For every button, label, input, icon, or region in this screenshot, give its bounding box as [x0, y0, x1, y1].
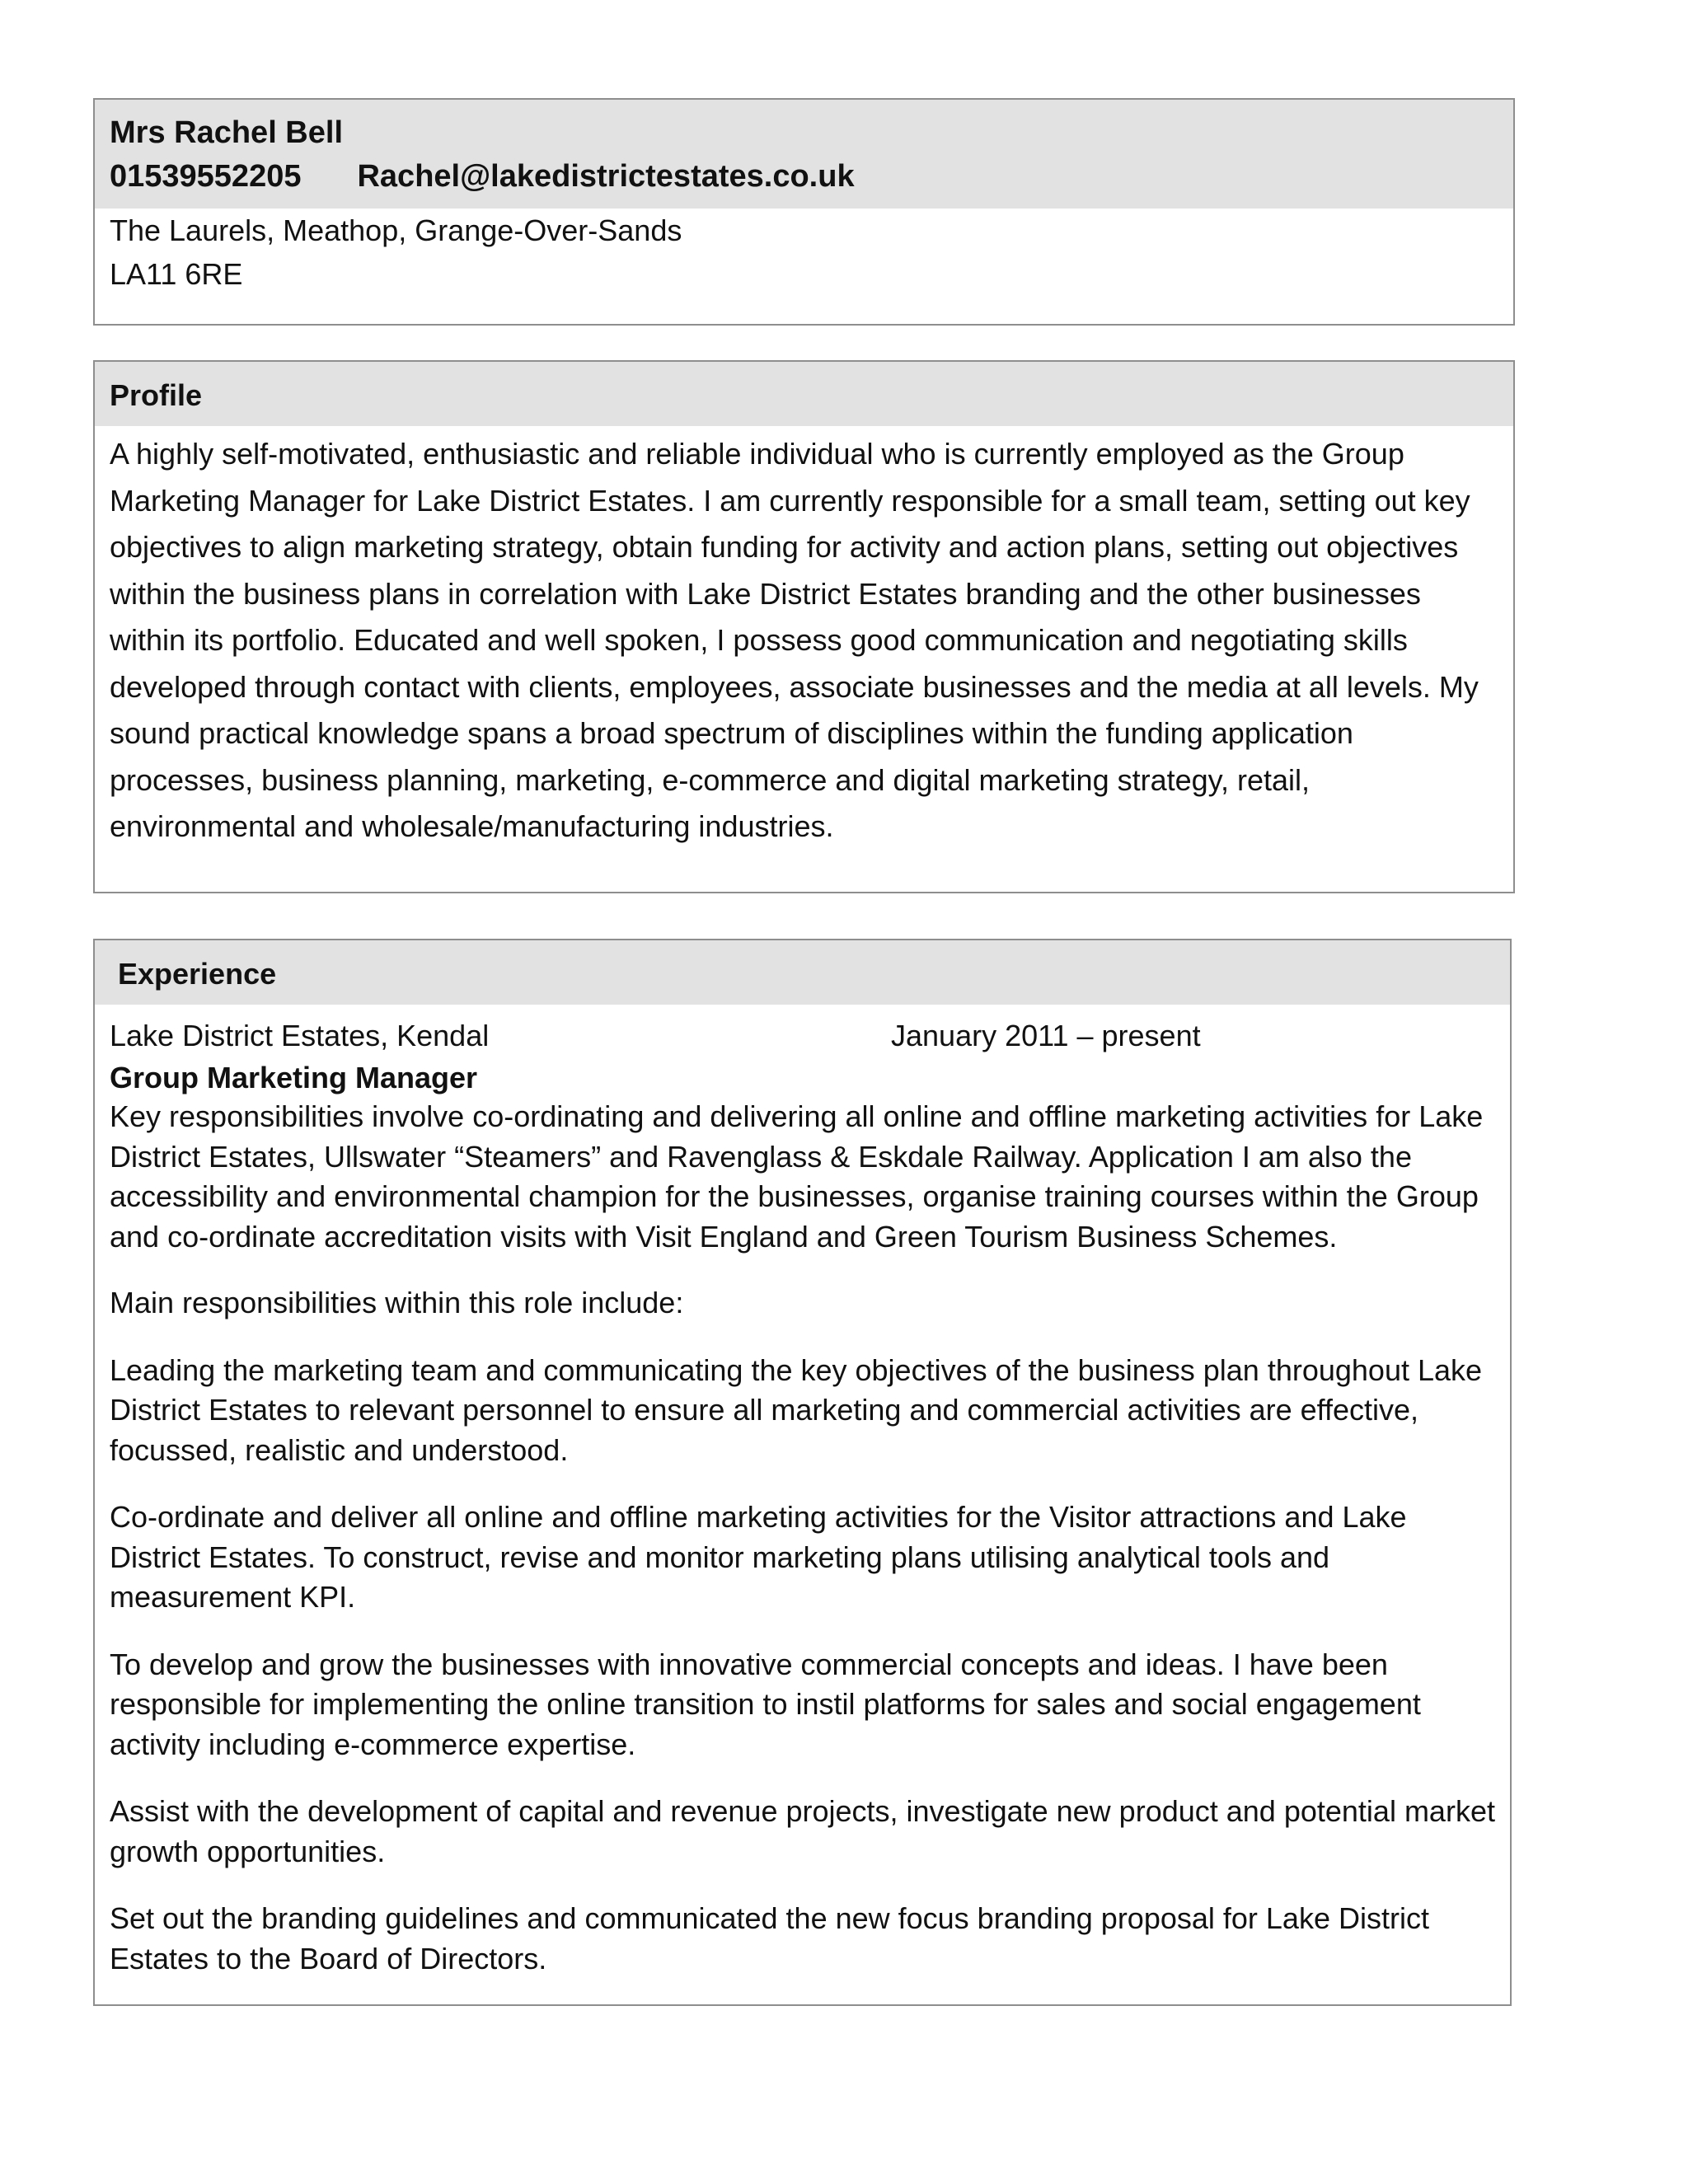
- responsibility-paragraph: Key responsibilities involve co-ordinating and delivering all online and offline marketing activities for Lake District Estates, Ullswater “Steamers” and Ravenglass & Eskdale Railway. Application I am also the accessibility and environmental champion for the businesses, organise training courses within the Group and co-ordinate accreditation visits with Visit England and Green Tourism Business Schemes.: [110, 1099, 1484, 1254]
- job-title: Group Marketing Manager: [110, 1061, 478, 1094]
- applicant-name: Mrs Rachel Bell: [110, 115, 343, 150]
- responsibility-paragraph: Set out the branding guidelines and communicated the new focus branding proposal for Lake District Estates to the Board of Directors.: [110, 1901, 1429, 1975]
- profile-heading: Profile: [95, 362, 1513, 426]
- address: [95, 209, 1513, 296]
- responsibility-paragraph: Assist with the development of capital and revenue projects, investigate new product and potential market growth opportunities.: [110, 1794, 1495, 1868]
- responsibility-paragraph: To develop and grow the businesses with innovative commercial concepts and ideas. I have been responsible for implementing the online transition to instil platforms for sales and social engagement activity including e-commerce expertise.: [110, 1647, 1421, 1761]
- employer: Lake District Estates, Kendal: [110, 1019, 490, 1052]
- contact-section: [93, 98, 1515, 326]
- job-dates: January 2011 – present: [891, 1019, 1201, 1052]
- email-address: Rachel@lakedistrictestates.co.uk: [357, 159, 855, 194]
- address-line-2: LA11 6RE: [110, 257, 243, 291]
- phone-number: 01539552205: [110, 159, 302, 194]
- address-line-1: The Laurels, Meathop, Grange-Over-Sands: [110, 213, 682, 247]
- responsibility-paragraph: Main responsibilities within this role include:: [110, 1286, 684, 1319]
- experience-heading: Experience: [95, 940, 1510, 1005]
- experience-section: [93, 939, 1512, 2006]
- responsibility-paragraph: Co-ordinate and deliver all online and offline marketing activities for the Visitor attractions and Lake District Estates. To construct, revise and monitor marketing plans utilising analytical tools and measurement KPI.: [110, 1500, 1407, 1614]
- contact-header: [95, 100, 1513, 209]
- profile-text: A highly self-motivated, enthusiastic and reliable individual who is currently employed as the Group Marketing Manager for Lake District Estates. I am currently responsible for a small team, setting out key objectives to align marketing strategy, obtain funding for activity and action plans, setting out objectives within the business plans in correlation with Lake District Estates branding and the other businesses within its portfolio. Educated and well spoken, I possess good communication and negotiating skills developed through contact with clients, employees, associate businesses and the media at all levels. My sound practical knowledge spans a broad spectrum of disciplines within the funding application processes, business planning, marketing, e-commerce and digital marketing strategy, retail, environmental and wholesale/manufacturing industries.: [110, 437, 1479, 843]
- responsibility-paragraph: Leading the marketing team and communicating the key objectives of the business plan throughout Lake District Estates to relevant personnel to ensure all marketing and commercial activities are effective, focussed, realistic and understood.: [110, 1352, 1483, 1467]
- job-row: [110, 1013, 1495, 1059]
- profile-section: [93, 360, 1515, 893]
- contact-line: [110, 154, 1513, 199]
- experience-body: [95, 1005, 1510, 1979]
